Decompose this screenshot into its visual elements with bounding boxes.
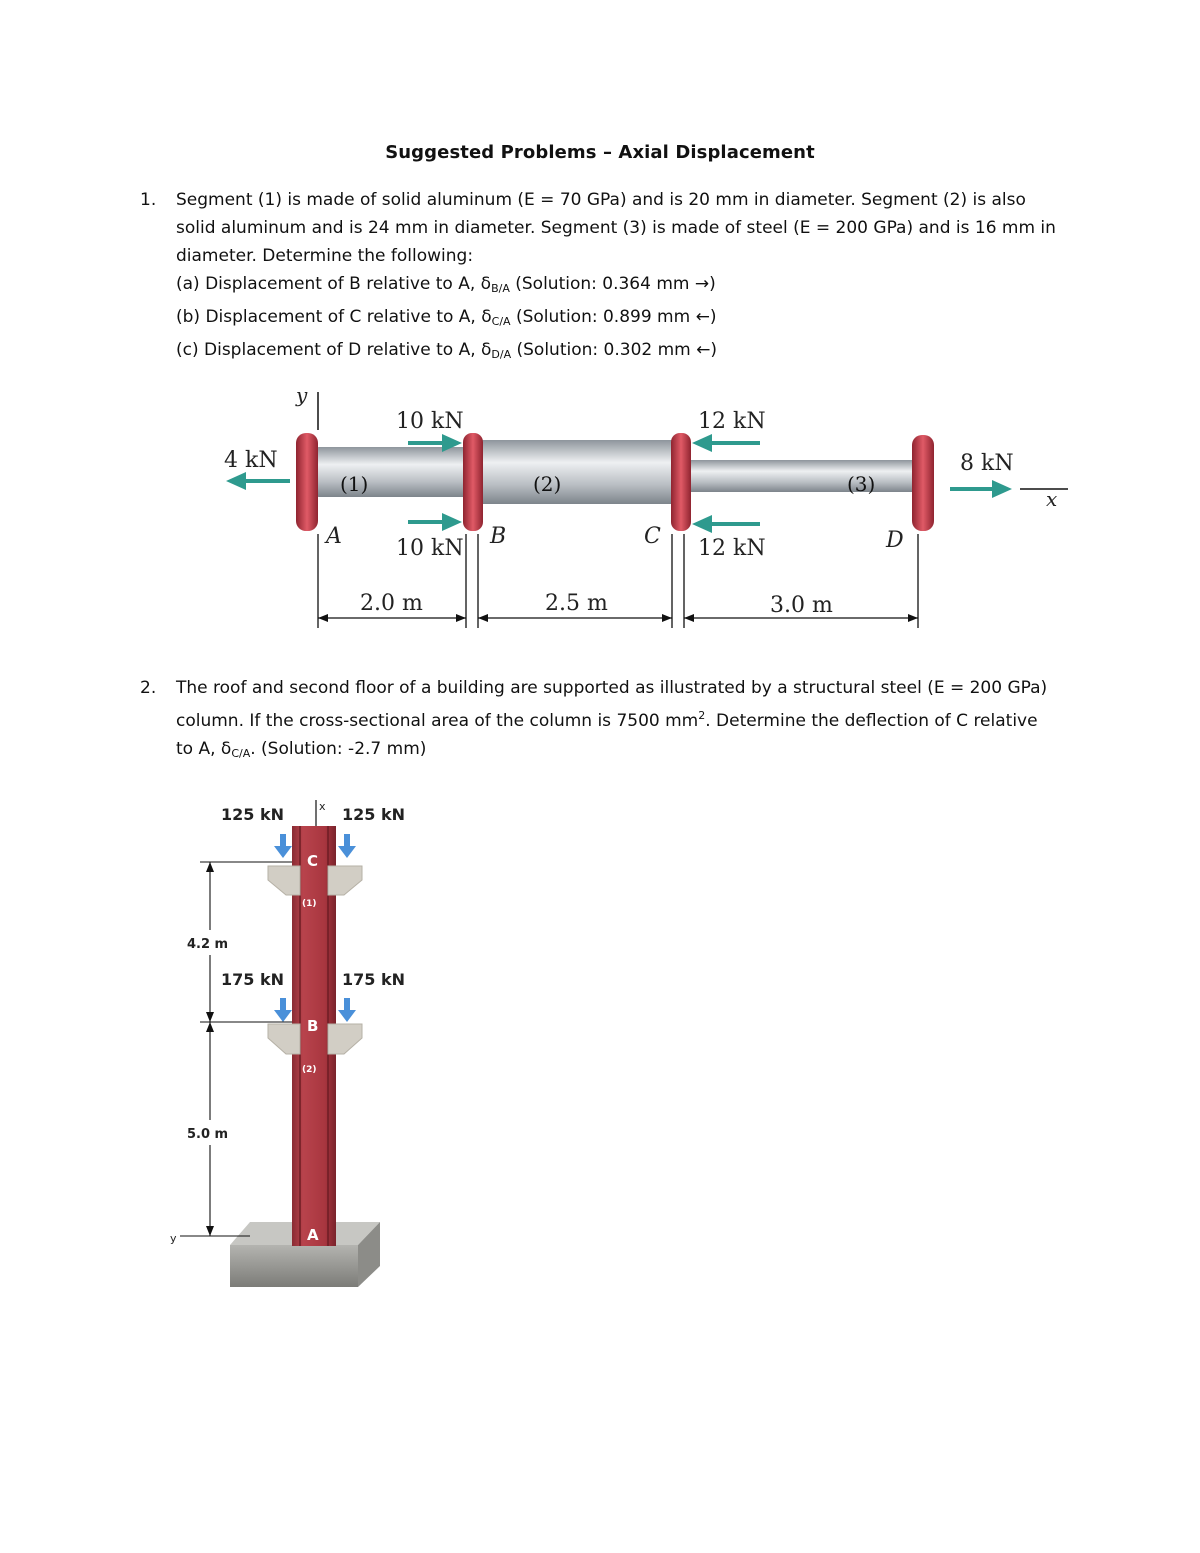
arrow-4kn-left <box>226 472 290 490</box>
bracket-mid-right <box>328 1024 362 1054</box>
arrow-125kn-left <box>274 834 292 858</box>
point-label-a: A <box>326 524 342 549</box>
point-label-d: D <box>886 528 904 553</box>
length-label-1: 2.0 m <box>360 591 423 616</box>
problem-parts <box>176 270 1060 369</box>
length-label-top: 4.2 m <box>187 937 229 952</box>
segment-label-1: (1) <box>302 899 317 909</box>
dimension-lines <box>200 862 292 1236</box>
length-label-3: 3.0 m <box>770 593 833 618</box>
problem-text: Segment (1) is made of solid aluminum (E = 70 GPa) and is 20 mm in diameter. Segment (2) is also solid aluminum and is 24 mm in diameter. Segment (3) is made of steel (E = 200 GPa) and is 16 mm in diameter. Determine the following: <box>176 190 1056 266</box>
figure-axial-rod <box>0 370 1200 640</box>
load-label-125kn-right: 125 kN <box>342 805 405 824</box>
load-label-10kn-top: 10 kN <box>396 409 464 434</box>
arrow-12kn-bottom <box>692 515 760 533</box>
bracket-top-left <box>268 866 300 895</box>
point-label-a: A <box>307 1226 319 1244</box>
load-label-12kn-bottom: 12 kN <box>698 536 766 561</box>
segment-label-2: (2) <box>302 1065 317 1075</box>
segment-label-3: (3) <box>847 472 876 496</box>
page-title: Suggested Problems – Axial Displacement <box>385 142 815 163</box>
base-block <box>230 1245 358 1287</box>
problem-text: The roof and second floor of a building are supported as illustrated by a structural steel (E = 200 GPa) column. If the cross-sectional area of the column is 7500 $mm^2$. Determine the deflection of C relative to A, $\delta_{C/A}$. (Solution: -2.7 mm) <box>176 678 1048 760</box>
arrow-175kn-left <box>274 998 292 1022</box>
flange-b <box>463 433 483 531</box>
load-label-10kn-bottom: 10 kN <box>396 536 464 561</box>
problem-number: 2. <box>140 678 157 698</box>
arrow-8kn-right <box>950 480 1012 498</box>
bracket-mid-left <box>268 1024 300 1054</box>
flange-d <box>912 435 934 531</box>
problem-2 <box>140 674 1060 768</box>
load-label-12kn-top: 12 kN <box>698 409 766 434</box>
part-c: (c) Displacement of D relative to A, $\delta_{D/A}$ (Solution: 0.302 mm ←) <box>176 340 718 361</box>
arrow-175kn-right <box>338 998 356 1022</box>
load-label-8kn: 8 kN <box>960 451 1014 476</box>
load-label-175kn-left: 175 kN <box>221 970 284 989</box>
problem-1 <box>140 186 1060 369</box>
point-label-c: C <box>644 524 661 549</box>
load-label-125kn-left: 125 kN <box>221 805 284 824</box>
flange-c <box>671 433 691 531</box>
rod-segment-3 <box>682 460 922 492</box>
segment-label-2: (2) <box>533 472 562 496</box>
flange-a <box>296 433 318 531</box>
arrow-12kn-top <box>692 434 760 452</box>
load-label-4kn: 4 kN <box>224 448 278 473</box>
x-axis-label: x <box>1046 487 1058 511</box>
point-label-b: B <box>490 524 507 549</box>
x-axis-label: x <box>319 800 326 813</box>
rod-segment-2 <box>475 440 680 504</box>
bracket-top-right <box>328 866 362 895</box>
load-label-175kn-right: 175 kN <box>342 970 405 989</box>
problem-number: 1. <box>140 190 157 210</box>
arrow-125kn-right <box>338 834 356 858</box>
y-axis-label: y <box>170 1232 177 1245</box>
y-axis-label: y <box>296 383 308 407</box>
part-a: (a) Displacement of B relative to A, $\delta_{B/A}$ (Solution: 0.364 mm →) <box>176 274 716 295</box>
figure-steel-column <box>0 790 1200 1310</box>
segment-label-1: (1) <box>340 472 369 496</box>
rod-segment-1 <box>315 447 473 497</box>
arrow-10kn-bottom <box>408 513 462 531</box>
length-label-bottom: 5.0 m <box>187 1127 229 1142</box>
point-label-c: C <box>307 852 319 870</box>
length-label-2: 2.5 m <box>545 591 608 616</box>
part-b: (b) Displacement of C relative to A, $\delta_{C/A}$ (Solution: 0.899 mm ←) <box>176 307 717 328</box>
point-label-b: B <box>307 1017 319 1035</box>
